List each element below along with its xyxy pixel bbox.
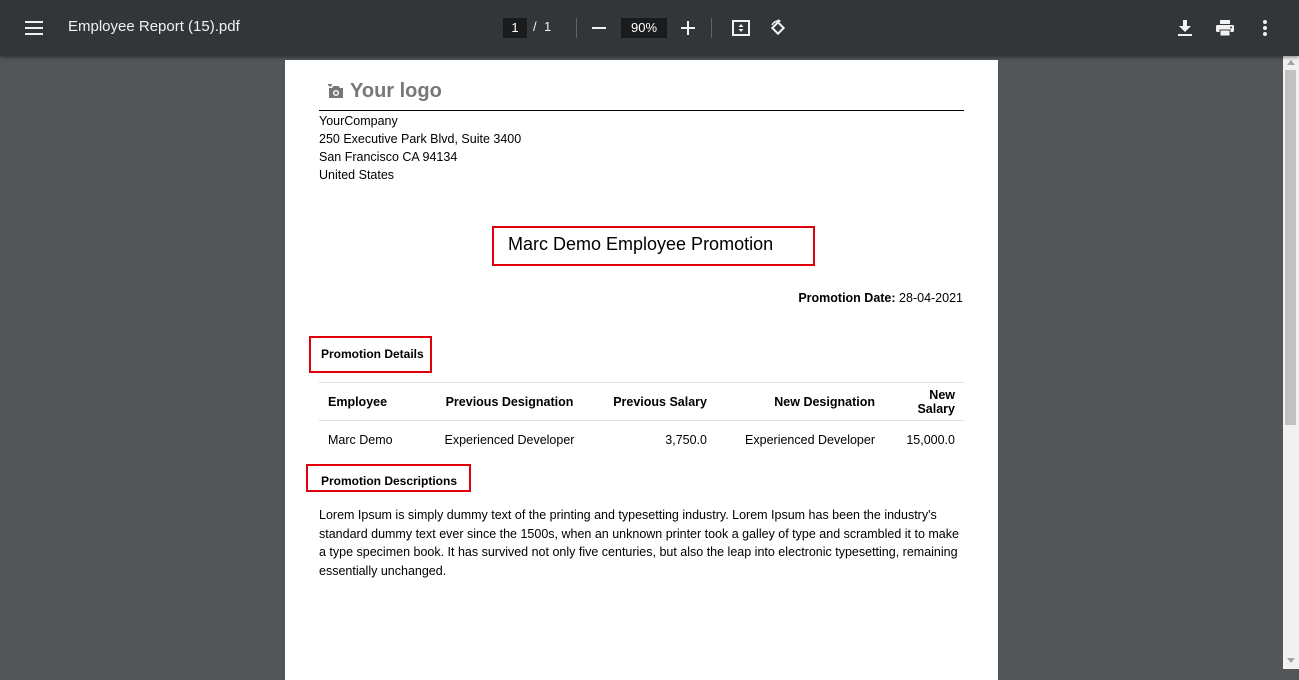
more-vert-icon[interactable] xyxy=(1249,12,1281,44)
document-title: Employee Report (15).pdf xyxy=(68,18,240,35)
vertical-scrollbar[interactable] xyxy=(1283,56,1299,669)
promotion-date-label: Promotion Date: xyxy=(798,291,896,305)
toolbar-divider xyxy=(711,18,712,38)
company-country: United States xyxy=(319,168,395,182)
menu-icon[interactable] xyxy=(18,12,50,44)
promotion-date xyxy=(798,291,963,305)
table-cell: 15,000.0 xyxy=(906,433,955,447)
zoom-in-icon[interactable] xyxy=(672,12,704,44)
column-header: New Salary xyxy=(884,383,964,421)
total-pages: 1 xyxy=(544,19,552,34)
promotion-details-heading: Promotion Details xyxy=(309,336,432,373)
column-header: New Designation xyxy=(716,383,884,421)
column-header: Employee xyxy=(319,383,423,421)
print-icon[interactable] xyxy=(1209,12,1241,44)
scroll-down-arrow[interactable] xyxy=(1287,658,1295,663)
pdf-page xyxy=(285,60,998,680)
company-name: YourCompany xyxy=(319,114,398,128)
pdf-toolbar xyxy=(0,0,1299,56)
table-cell: Experienced Developer xyxy=(745,433,875,447)
fit-page-icon[interactable] xyxy=(725,12,757,44)
zoom-input[interactable]: 90% xyxy=(621,18,667,38)
company-address xyxy=(319,112,521,184)
promotion-date-value: 28-04-2021 xyxy=(899,291,963,305)
zoom-out-icon[interactable] xyxy=(583,12,615,44)
company-city: San Francisco CA 94134 xyxy=(319,150,458,164)
company-street: 250 Executive Park Blvd, Suite 3400 xyxy=(319,132,522,146)
header-rule xyxy=(319,110,964,111)
scroll-up-arrow[interactable] xyxy=(1287,60,1295,65)
logo-text: Your logo xyxy=(350,80,442,102)
table-header-row xyxy=(319,383,964,421)
scroll-thumb[interactable] xyxy=(1285,70,1296,425)
camera-icon xyxy=(328,84,344,99)
table-cell: Experienced Developer xyxy=(444,433,575,447)
column-header: Previous Designation xyxy=(423,383,596,421)
table-cell: 3,750.0 xyxy=(665,433,707,447)
toolbar-divider xyxy=(576,18,577,38)
promotion-descriptions-heading: Promotion Descriptions xyxy=(306,464,471,492)
table-row xyxy=(319,421,964,460)
company-logo xyxy=(328,80,442,103)
promotion-description-text: Lorem Ipsum is simply dummy text of the printing and typesetting industry. Lorem Ipsum has been the industry's standard dummy text ever since the 1500s, when an unknown printer took a galley of type and scrambled it to make a type specimen book. It has survived not only five centuries, but also the leap into electronic typesetting, remaining essentially unchanged. xyxy=(319,508,959,578)
column-header: Previous Salary xyxy=(596,383,716,421)
promotion-table xyxy=(319,382,964,459)
rotate-icon[interactable] xyxy=(762,12,794,44)
report-title: Marc Demo Employee Promotion xyxy=(492,226,815,266)
table-cell: Marc Demo xyxy=(328,433,393,447)
download-icon[interactable] xyxy=(1169,12,1201,44)
page-number-input[interactable]: 1 xyxy=(503,18,527,38)
page-separator: / xyxy=(533,19,537,34)
